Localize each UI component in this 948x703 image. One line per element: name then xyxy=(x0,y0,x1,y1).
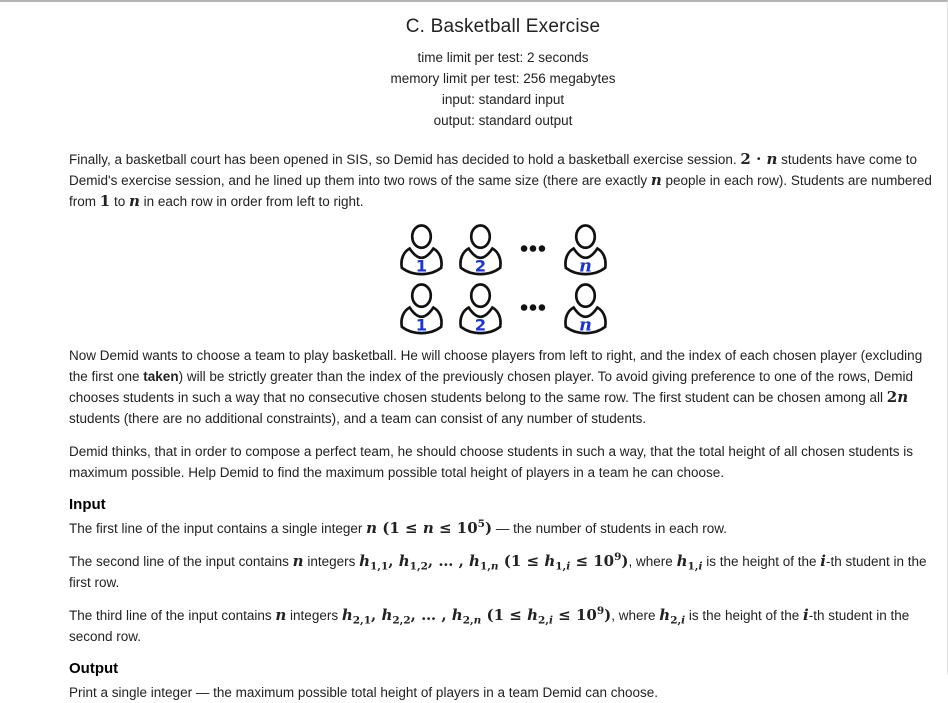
text-run: 2 xyxy=(740,150,751,168)
text-run: i xyxy=(681,614,686,627)
ellipsis-icon xyxy=(517,283,549,335)
input-heading: Input xyxy=(69,496,106,513)
text-run: h xyxy=(359,552,370,570)
student-icon xyxy=(458,283,503,335)
memory-limit: memory limit per test: 256 megabytes xyxy=(390,71,616,86)
text-run: · xyxy=(750,150,767,168)
text-run: Print a single integer — the maximum possible total height of players in a team Demid can choose. xyxy=(69,685,659,700)
text-run: 1 xyxy=(99,192,111,210)
text-run: Now Demid wants to choose a team to play basketball. He will choose players from left to right, and the index of each chosen player (excluding the first one xyxy=(69,348,923,384)
student-icon xyxy=(399,224,444,276)
text-run: 2, xyxy=(462,614,474,627)
ellipsis-icon xyxy=(517,224,549,276)
text-run: people in each row). Students are numbered from xyxy=(69,173,932,209)
text-run: n xyxy=(292,552,304,570)
text-run: -th student in the first row. xyxy=(69,554,927,590)
text-run: The first line of the input contains a single integer xyxy=(69,521,367,536)
statement-paragraph-3 xyxy=(69,441,937,483)
text-run: The second line of the input contains xyxy=(69,554,293,569)
text-run: Finally, a basketball court has been opened in SIS, so Demid has decided to hold a basketball exercise session. xyxy=(69,152,741,167)
text-run: 2,1 xyxy=(352,614,372,627)
text-run: , where xyxy=(628,554,677,569)
text-run: ≤ 10 xyxy=(552,606,597,624)
svg-text:1: 1 xyxy=(415,256,427,276)
time-limit: time limit per test: 2 seconds xyxy=(417,50,589,65)
text-run: , xyxy=(388,552,399,570)
text-run: 1, xyxy=(555,560,567,573)
text-run: in each row in order from left to right. xyxy=(139,194,364,209)
text-run: 9 xyxy=(596,605,605,617)
statement-paragraph-2 xyxy=(69,345,937,429)
text-run: integers xyxy=(286,608,342,623)
text-run: ≤ 10 xyxy=(433,519,478,537)
text-run: 2, xyxy=(670,614,682,627)
text-run: h xyxy=(451,606,463,624)
text-run: i xyxy=(820,552,826,570)
text-run: to xyxy=(110,194,129,209)
text-run: 1,2 xyxy=(409,560,428,573)
text-run: , where xyxy=(611,608,660,623)
problem-limits xyxy=(69,47,937,131)
text-run: is the height of the xyxy=(685,608,804,623)
text-run: h xyxy=(398,552,410,570)
text-run: h xyxy=(676,552,688,570)
output-paragraph-1 xyxy=(69,682,937,703)
student-icon xyxy=(563,224,608,276)
text-run: 9 xyxy=(614,551,622,563)
text-run: ) xyxy=(604,606,612,624)
text-run: n xyxy=(490,560,499,573)
text-run: 2 xyxy=(886,388,898,406)
text-run: 2, xyxy=(537,614,549,627)
text-run: , … , xyxy=(410,606,452,624)
statement-paragraph-1 xyxy=(69,149,937,212)
figure-row xyxy=(399,224,608,276)
input-paragraph-1 xyxy=(69,518,937,539)
input-paragraph-3 xyxy=(69,605,937,647)
text-run: ) xyxy=(621,552,629,570)
text-run: h xyxy=(544,552,556,570)
text-run: i xyxy=(803,606,809,624)
figure-row xyxy=(399,283,608,335)
text-run: n xyxy=(275,606,287,624)
problem-title: C. Basketball Exercise xyxy=(405,16,601,37)
text-run: , xyxy=(371,606,382,624)
text-run: h xyxy=(341,606,353,624)
text-run: -th student in the second row. xyxy=(69,608,910,644)
text-run: ) will be strictly greater than the index of the previously chosen player. To avoid giving preference to one of the rows, Demid chooses students in such a way that no consecutive chosen students belong to the same row. The first student can be chosen among all xyxy=(69,369,913,405)
text-run: taken xyxy=(143,369,179,384)
text-run: h xyxy=(469,552,480,570)
text-run: i xyxy=(548,614,553,627)
text-run: n xyxy=(897,388,909,406)
text-run: ) xyxy=(484,519,493,537)
text-run: (1 ≤ xyxy=(377,519,423,537)
input-paragraph-2 xyxy=(69,551,937,593)
text-run: i xyxy=(566,560,571,573)
svg-text:n: n xyxy=(578,314,592,336)
text-run: (1 ≤ xyxy=(481,606,528,624)
text-run: h xyxy=(659,606,671,624)
input-source: input: standard input xyxy=(441,92,565,107)
text-run: 2,2 xyxy=(392,614,411,627)
output-heading: Output xyxy=(69,660,119,677)
text-run: — the number of students in each row. xyxy=(492,521,727,536)
text-run: 5 xyxy=(477,518,485,530)
text-run: 1,1 xyxy=(370,560,389,573)
text-run: students (there are no additional constraints), and a team can consist of any number of students. xyxy=(69,411,647,426)
text-run: n xyxy=(650,171,662,189)
output-target: output: standard output xyxy=(433,113,573,128)
text-run: integers xyxy=(303,554,360,569)
text-run: , … , xyxy=(427,552,470,570)
text-run: students have come to Demid's exercise session, and he lined up them into two rows of the same size (there are exactly xyxy=(69,152,918,188)
svg-text:n: n xyxy=(578,255,592,277)
text-run: Demid thinks, that in order to compose a perfect team, he should choose students in such a way, that the total height of all chosen students is maximum possible. Help Demid to find the maximum possible total height of players in a team he can choose. xyxy=(69,444,913,480)
text-run: ≤ 10 xyxy=(570,552,615,570)
text-run: h xyxy=(381,606,393,624)
student-icon xyxy=(563,283,608,335)
text-run: h xyxy=(527,606,538,624)
svg-text:2: 2 xyxy=(474,315,486,335)
text-run: 1, xyxy=(687,560,699,573)
figure-two-rows-of-students xyxy=(69,224,937,335)
svg-text:2: 2 xyxy=(474,256,486,276)
student-icon xyxy=(399,283,444,335)
text-run: n xyxy=(422,519,434,537)
student-icon xyxy=(458,224,503,276)
text-run: n xyxy=(366,519,378,537)
text-run: n xyxy=(473,614,482,627)
svg-text:1: 1 xyxy=(415,315,427,335)
text-run: n xyxy=(766,150,778,168)
text-run: (1 ≤ xyxy=(498,552,545,570)
text-run: n xyxy=(128,192,140,210)
text-run: 1, xyxy=(479,560,491,573)
text-run: i xyxy=(698,560,703,573)
text-run: The third line of the input contains xyxy=(69,608,276,623)
text-run: is the height of the xyxy=(702,554,821,569)
